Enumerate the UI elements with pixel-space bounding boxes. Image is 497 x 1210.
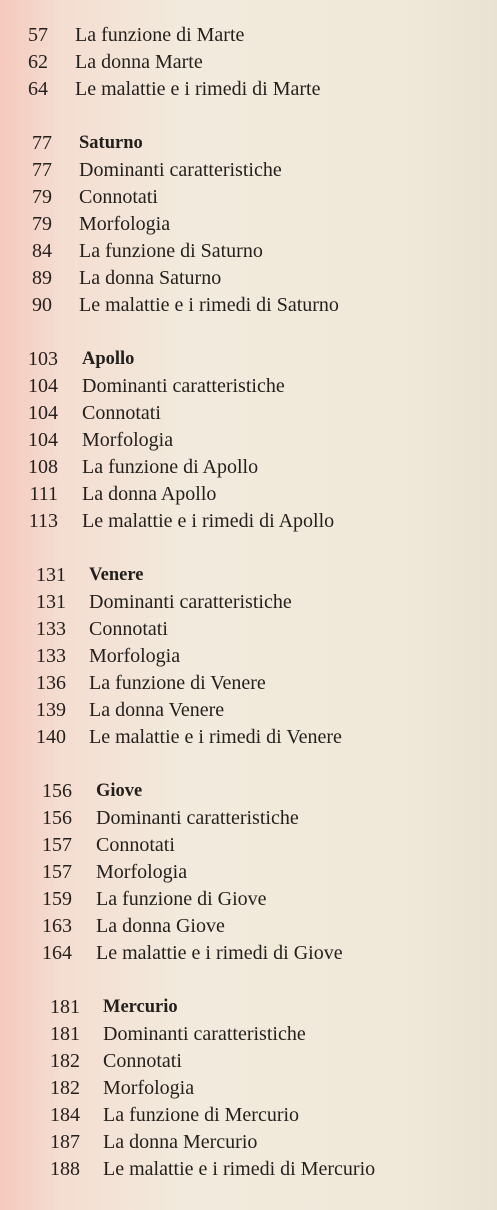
page-number: 182: [50, 1050, 80, 1072]
toc-entry: [0, 589, 497, 616]
toc-section-mercurio: [0, 994, 497, 1183]
page-number: 156: [42, 807, 72, 829]
page-number: 157: [42, 861, 72, 883]
toc-entry: [0, 22, 497, 49]
page-number: 57: [28, 24, 48, 46]
page-number: 139: [36, 699, 66, 721]
entry-title: Dominanti caratteristiche: [82, 375, 285, 397]
toc-entry: [0, 238, 497, 265]
section-title: Giove: [96, 781, 143, 801]
page-number: 108: [28, 456, 58, 478]
entry-title: Morfologia: [82, 429, 174, 451]
toc-entry: [0, 940, 497, 967]
toc-section-saturno: [0, 130, 497, 319]
page-number: 64: [28, 78, 48, 100]
entry-title: La funzione di Mercurio: [103, 1104, 300, 1126]
page-number: 77: [32, 132, 52, 154]
toc-entry: [0, 1075, 497, 1102]
entry-title: Connotati: [103, 1050, 182, 1072]
toc-entry: [0, 643, 497, 670]
entry-title: Le malattie e i rimedi di Mercurio: [103, 1158, 376, 1180]
entry-title: Dominanti caratteristiche: [103, 1023, 306, 1045]
entry-title: Le malattie e i rimedi di Marte: [75, 78, 321, 100]
page-number: 159: [42, 888, 72, 910]
entry-title: Morfologia: [79, 213, 171, 235]
toc-entry: [0, 211, 497, 238]
page-number: 77: [32, 159, 52, 181]
page-number: 103: [28, 348, 58, 370]
page-number: 131: [36, 591, 66, 613]
entry-title: La donna Marte: [75, 51, 203, 73]
page-number: 136: [36, 672, 66, 694]
page-number: 104: [28, 402, 58, 424]
page-number: 89: [32, 267, 52, 289]
entry-title: Le malattie e i rimedi di Venere: [89, 726, 342, 748]
toc-entry: [0, 373, 497, 400]
entry-title: Le malattie e i rimedi di Apollo: [82, 510, 335, 532]
entry-title: La donna Venere: [89, 699, 225, 721]
entry-title: Morfologia: [96, 861, 188, 883]
toc-section-marte: [0, 22, 497, 103]
toc-entry: [0, 1048, 497, 1075]
table-of-contents: [0, 22, 497, 1210]
toc-entry: [0, 886, 497, 913]
page-number: 111: [29, 483, 58, 505]
page-number: 62: [28, 51, 48, 73]
toc-entry: [0, 400, 497, 427]
page-number: 133: [36, 645, 66, 667]
entry-title: Connotati: [89, 618, 168, 640]
toc-entry: [0, 508, 497, 535]
section-title: Saturno: [79, 133, 143, 153]
page-number: 184: [50, 1104, 80, 1126]
page-number: 156: [42, 780, 72, 802]
toc-entry: [0, 913, 497, 940]
toc-section-heading: [0, 562, 497, 589]
toc-entry: [0, 805, 497, 832]
page-number: 133: [36, 618, 66, 640]
entry-title: Morfologia: [89, 645, 181, 667]
page-number: 182: [50, 1077, 80, 1099]
toc-section-heading: [0, 346, 497, 373]
entry-title: La funzione di Apollo: [82, 456, 259, 478]
toc-entry: [0, 1102, 497, 1129]
entry-title: La funzione di Saturno: [79, 240, 263, 262]
toc-section-apollo: [0, 346, 497, 535]
toc-section-heading: [0, 778, 497, 805]
toc-entry: [0, 1156, 497, 1183]
page-number: 90: [32, 294, 52, 316]
entry-title: La donna Mercurio: [103, 1131, 258, 1153]
entry-title: Le malattie e i rimedi di Saturno: [79, 294, 339, 316]
page-number: 84: [32, 240, 52, 262]
page-number: 79: [32, 213, 52, 235]
page-number: 131: [36, 564, 66, 586]
entry-title: Connotati: [82, 402, 161, 424]
toc-entry: [0, 481, 497, 508]
toc-section-giove: [0, 778, 497, 967]
toc-entry: [0, 292, 497, 319]
page-number: 104: [28, 375, 58, 397]
toc-entry: [0, 859, 497, 886]
entry-title: Connotati: [79, 186, 158, 208]
entry-title: La funzione di Giove: [96, 888, 267, 910]
page-number: 164: [42, 942, 72, 964]
page-number: 188: [50, 1158, 80, 1180]
toc-entry: [0, 1129, 497, 1156]
toc-entry: [0, 1021, 497, 1048]
page-number: 181: [50, 1023, 80, 1045]
entry-title: Morfologia: [103, 1077, 195, 1099]
toc-entry: [0, 724, 497, 751]
page-number: 163: [42, 915, 72, 937]
toc-section-venere: [0, 562, 497, 751]
toc-entry: [0, 832, 497, 859]
page-number: 140: [36, 726, 66, 748]
toc-section-heading: [0, 130, 497, 157]
toc-entry: [0, 184, 497, 211]
page-number: 79: [32, 186, 52, 208]
page-number: 104: [28, 429, 58, 451]
entry-title: La funzione di Venere: [89, 672, 266, 694]
entry-title: La funzione di Marte: [75, 24, 245, 46]
page-number: 187: [50, 1131, 80, 1153]
toc-entry: [0, 76, 497, 103]
page-number: 113: [28, 510, 58, 532]
section-title: Mercurio: [103, 997, 178, 1017]
toc-section-heading: [0, 994, 497, 1021]
toc-entry: [0, 454, 497, 481]
entry-title: Dominanti caratteristiche: [89, 591, 292, 613]
toc-entry: [0, 427, 497, 454]
entry-title: Connotati: [96, 834, 175, 856]
section-title: Venere: [89, 565, 144, 585]
toc-entry: [0, 265, 497, 292]
toc-entry: [0, 157, 497, 184]
entry-title: Dominanti caratteristiche: [79, 159, 282, 181]
page-number: 181: [50, 996, 80, 1018]
toc-entry: [0, 616, 497, 643]
entry-title: La donna Saturno: [79, 267, 222, 289]
entry-title: La donna Apollo: [82, 483, 217, 505]
page-number: 157: [42, 834, 72, 856]
entry-title: Le malattie e i rimedi di Giove: [96, 942, 343, 964]
section-title: Apollo: [82, 349, 135, 369]
entry-title: Dominanti caratteristiche: [96, 807, 299, 829]
toc-entry: [0, 670, 497, 697]
toc-entry: [0, 697, 497, 724]
toc-entry: [0, 49, 497, 76]
entry-title: La donna Giove: [96, 915, 225, 937]
